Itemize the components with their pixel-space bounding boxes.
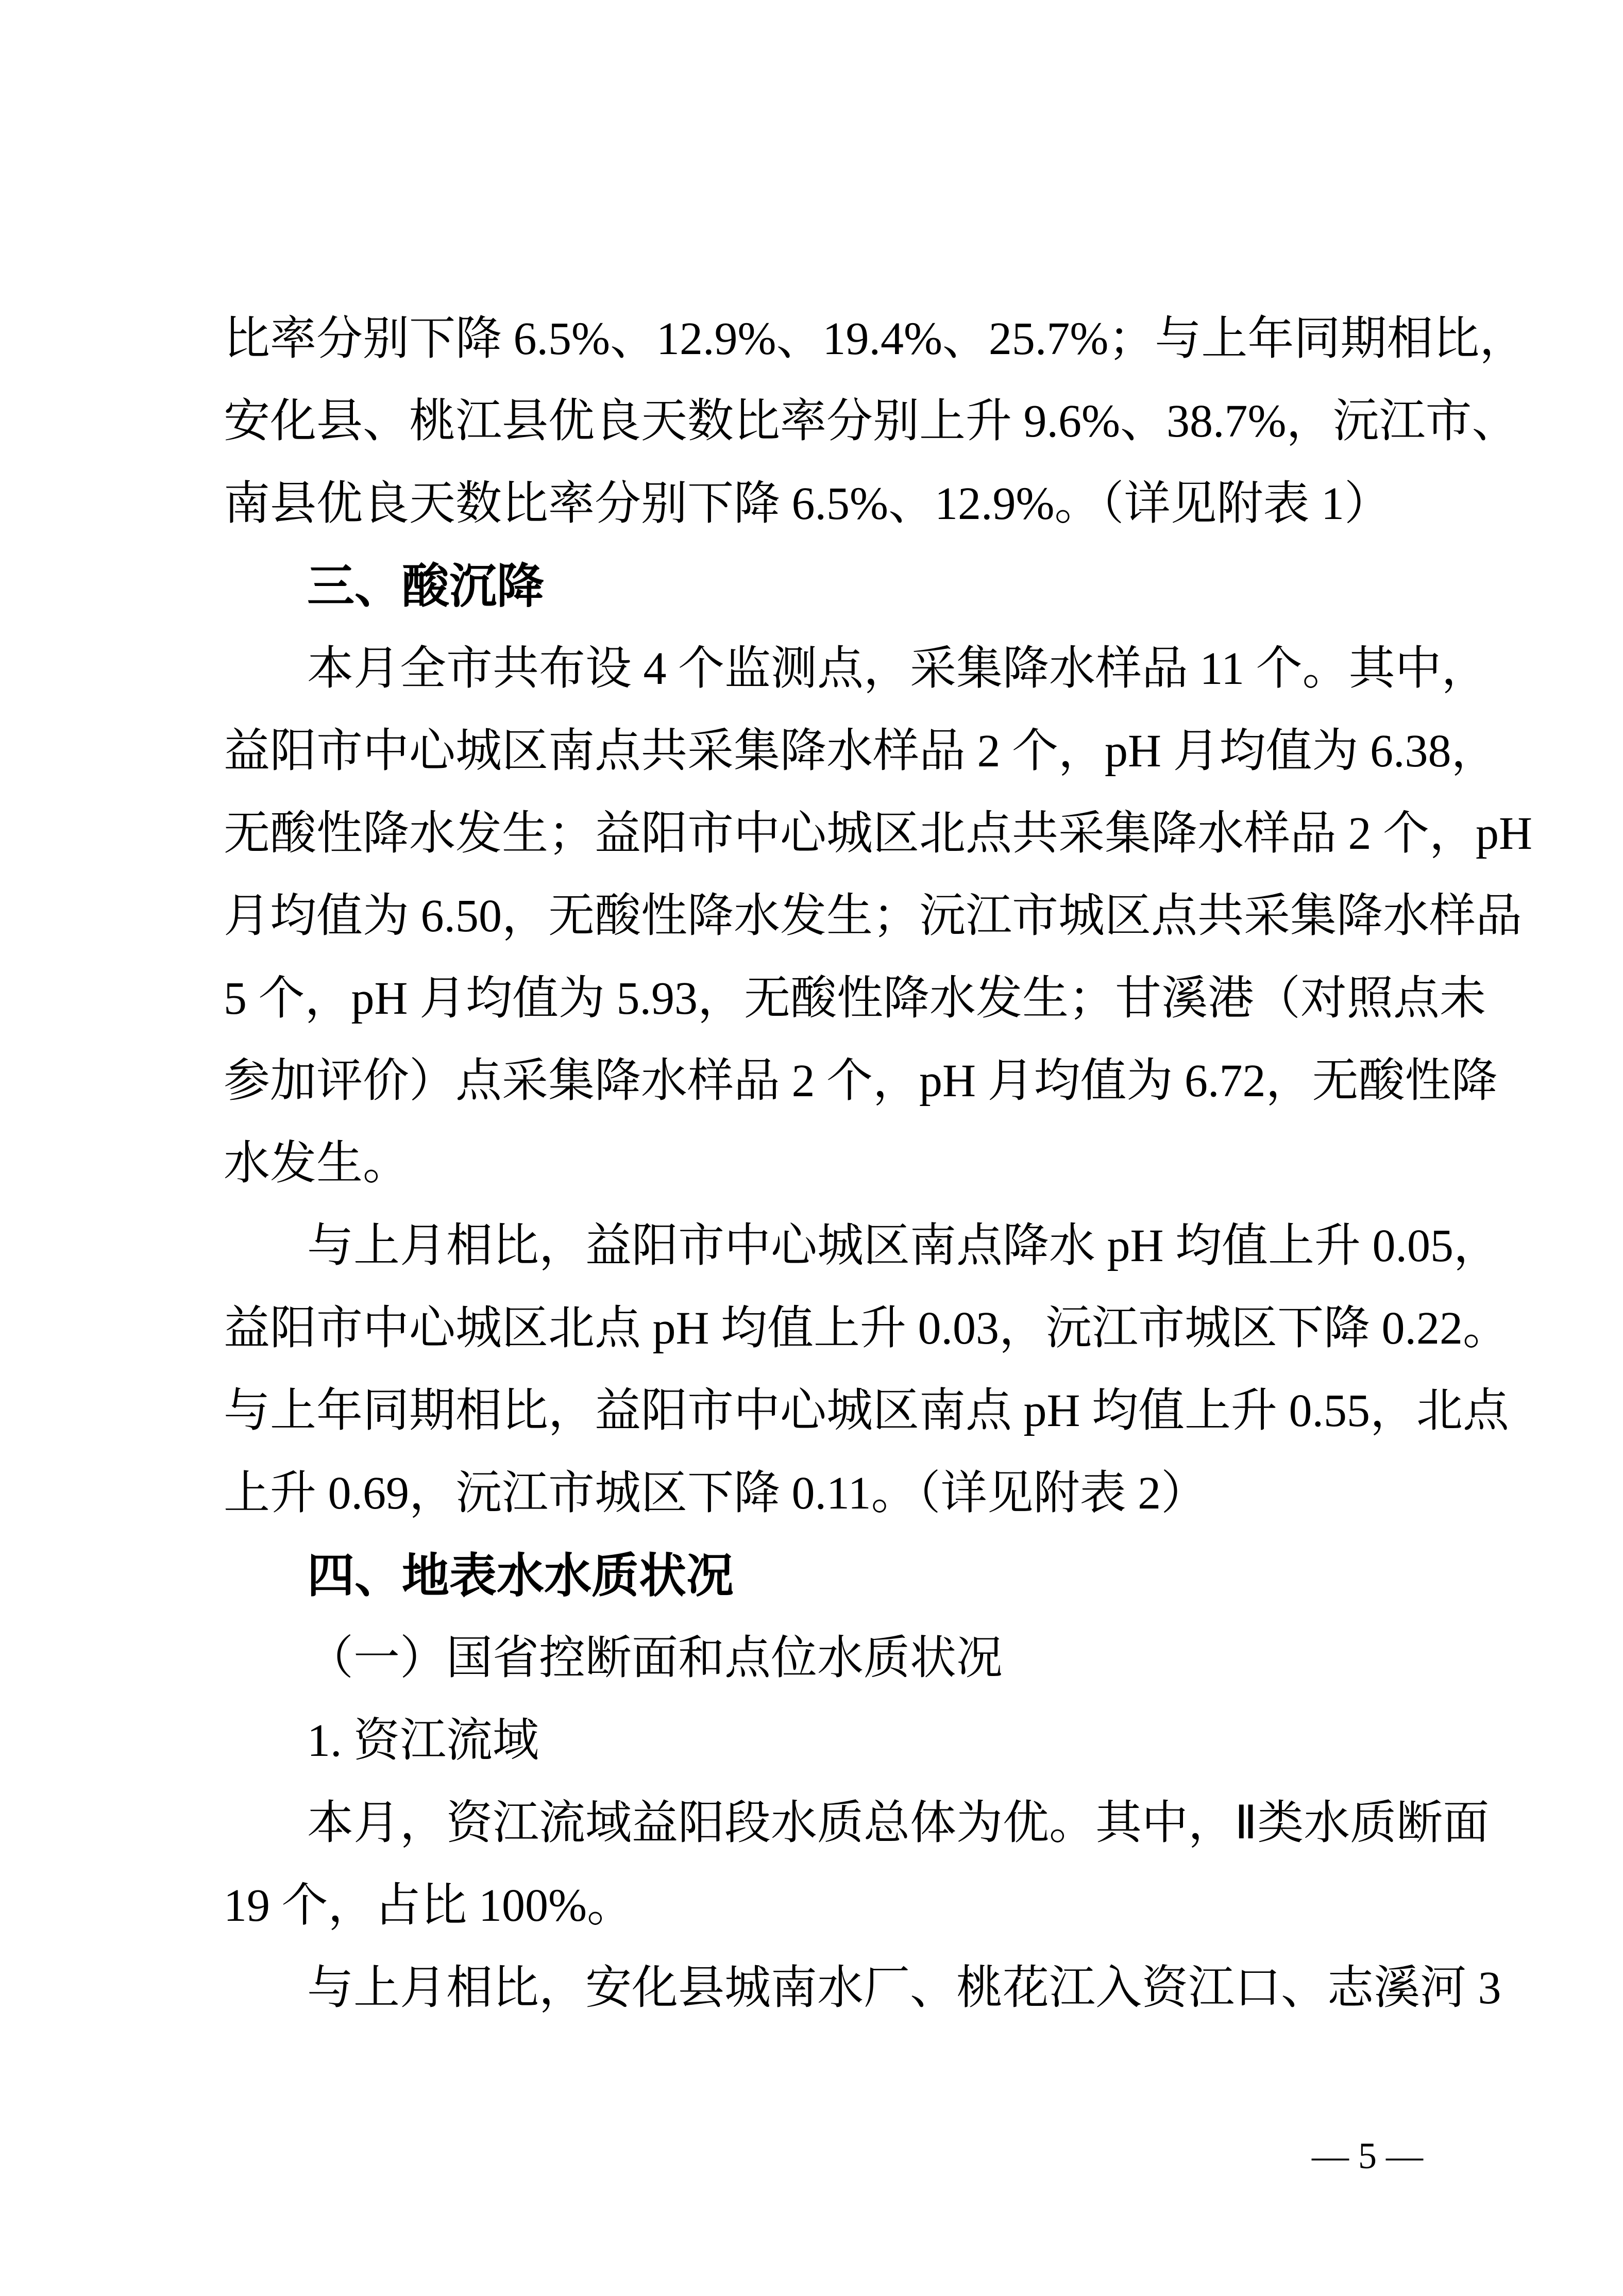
body-line-continuation: 5 个，pH 月均值为 5.93，无酸性降水发生；甘溪港（对照点未 <box>224 973 1486 1024</box>
body-line-continuation: 安化县、桃江县优良天数比率分别上升 9.6%、38.7%，沅江市、 <box>224 396 1518 447</box>
section-heading-acid-deposition: 三、酸沉降 <box>307 560 545 613</box>
body-line-continuation: 无酸性降水发生；益阳市中心城区北点共采集降水样品 2 个，pH <box>224 808 1532 859</box>
body-line-continuation: 月均值为 6.50，无酸性降水发生；沅江市城区点共采集降水样品 <box>224 891 1522 942</box>
body-line-paragraph-end: 水发生。 <box>224 1138 409 1189</box>
paragraph-first-line: 与上月相比，安化县城南水厂、桃花江入资江口、志溪河 3 <box>307 1963 1501 2014</box>
paragraph-first-line: 本月，资江流域益阳段水质总体为优。其中，Ⅱ类水质断面 <box>307 1798 1490 1849</box>
document-body <box>224 298 1532 2030</box>
body-line-paragraph-end: 南县优良天数比率分别下降 6.5%、12.9%。（详见附表 1） <box>224 478 1391 529</box>
subsection-heading-zijiang-basin: 1. 资江流域 <box>307 1715 539 1766</box>
body-line-continuation: 与上年同期相比，益阳市中心城区南点 pH 均值上升 0.55，北点 <box>224 1385 1509 1436</box>
paragraph-first-line: 本月全市共布设 4 个监测点，采集降水样品 11 个。其中， <box>307 643 1488 694</box>
body-line-continuation: 益阳市中心城区北点 pH 均值上升 0.03，沅江市城区下降 0.22。 <box>224 1303 1509 1354</box>
body-line-paragraph-end: 19 个，占比 100%。 <box>224 1880 633 1931</box>
body-line-continuation: 益阳市中心城区南点共采集降水样品 2 个，pH 月均值为 6.38， <box>224 726 1498 777</box>
body-line-continuation: 参加评价）点采集降水样品 2 个，pH 月均值为 6.72，无酸性降 <box>224 1055 1498 1107</box>
body-line-paragraph-end: 上升 0.69，沅江市城区下降 0.11。（详见附表 2） <box>224 1468 1208 1519</box>
section-heading-surface-water: 四、地表水水质状况 <box>307 1550 734 1602</box>
paragraph-first-line: 与上月相比，益阳市中心城区南点降水 pH 均值上升 0.05， <box>307 1220 1500 1271</box>
subsection-heading-national-provincial-sections: （一）国省控断面和点位水质状况 <box>307 1633 1003 1684</box>
body-line-continuation: 比率分别下降 6.5%、12.9%、19.4%、25.7%；与上年同期相比， <box>224 313 1526 364</box>
page-number: — 5 — <box>1312 2135 1423 2176</box>
